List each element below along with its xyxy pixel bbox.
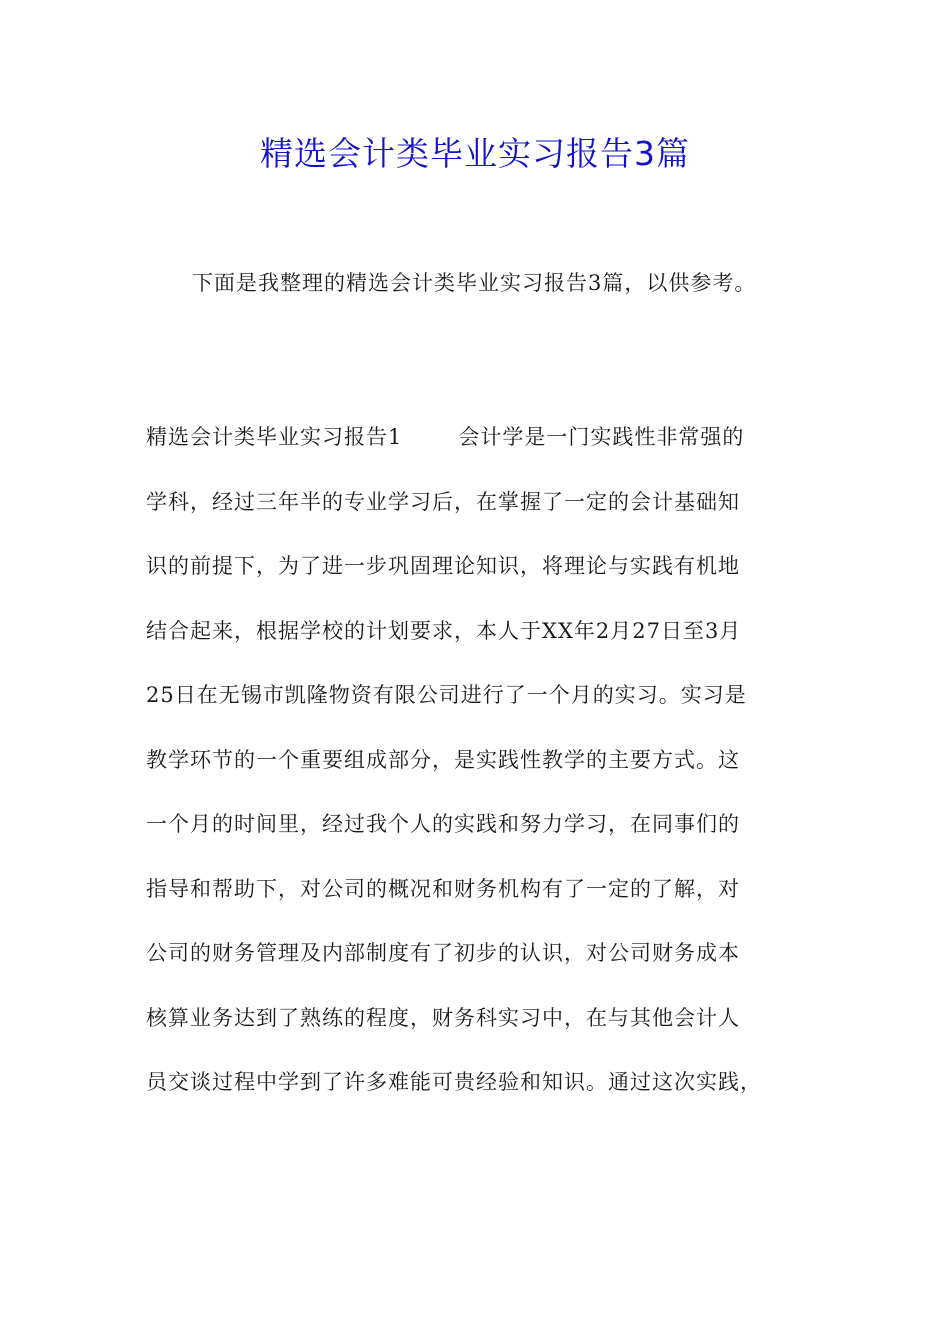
body-line: 公司的财务管理及内部制度有了初步的认识，对公司财务成本 [146, 941, 740, 965]
document-title: 精选会计类毕业实习报告3篇 [260, 134, 690, 173]
body-line: 结合起来，根据学校的计划要求，本人于XX年2月27日至3月 [146, 618, 742, 643]
body-line-first-text: 会计学是一门实践性非常强的 [458, 425, 745, 449]
body-line: 识的前提下，为了进一步巩固理论知识，将理论与实践有机地 [146, 554, 740, 578]
body-line: 员交谈过程中学到了许多难能可贵经验和知识。通过这次实践， [146, 1070, 762, 1094]
section-heading: 精选会计类毕业实习报告1 [146, 425, 403, 449]
body-line: 核算业务达到了熟练的程度，财务科实习中，在与其他会计人 [146, 1005, 740, 1030]
intro-paragraph: 下面是我整理的精选会计类毕业实习报告3篇，以供参考。 [192, 271, 757, 295]
body-line: 一个月的时间里，经过我个人的实践和努力学习，在同事们的 [146, 812, 740, 836]
body-line: 指导和帮助下，对公司的概况和财务机构有了一定的了解，对 [146, 876, 740, 901]
body-line: 25日在无锡市凯隆物资有限公司进行了一个月的实习。实习是 [146, 683, 747, 707]
body-line: 教学环节的一个重要组成部分，是实践性教学的主要方式。这 [146, 747, 740, 772]
body-line: 学科，经过三年半的专业学习后，在掌握了一定的会计基础知 [146, 489, 740, 514]
body-line-first [146, 417, 836, 482]
report-body [146, 417, 836, 1127]
